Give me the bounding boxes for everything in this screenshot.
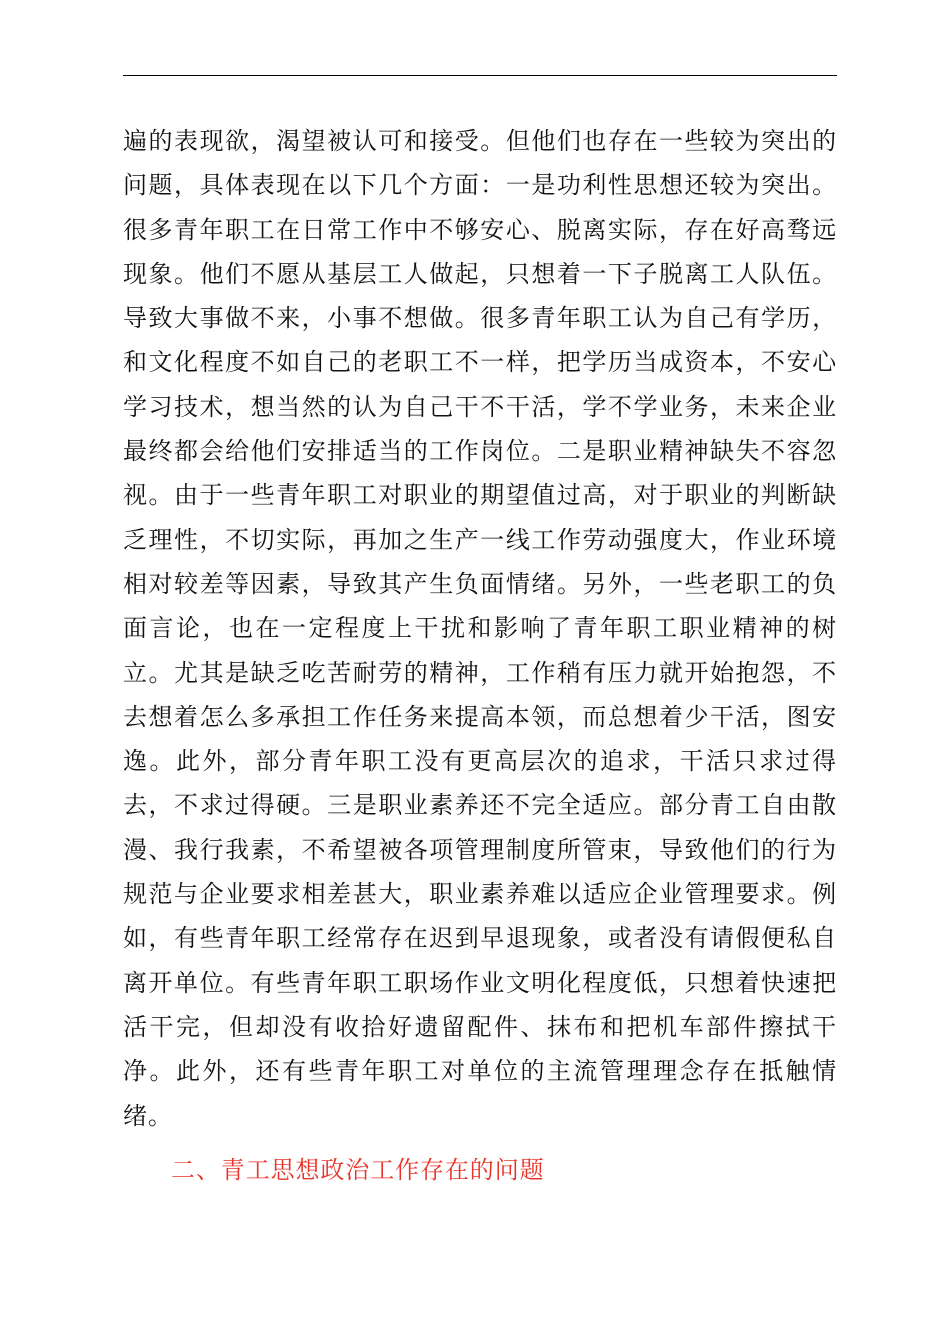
body-paragraph: 遍的表现欲，渴望被认可和接受。但他们也存在一些较为突出的问题，具体表现在以下几个方面：一是功利性思想还较为突出。很多青年职工在日常工作中不够安心、脱离实际，存在好高骛远现象。他们不愿从基层工人做起，只想着一下子脱离工人队伍。导致大事做不来，小事不想做。很多青年职工认为自己有学历，和文化程度不如自己的老职工不一样，把学历当成资本，不安心学习技术，想当然的认为自己干不干活，学不学业务，未来企业最终都会给他们安排适当的工作岗位。二是职业精神缺失不容忽视。由于一些青年职工对职业的期望值过高，对于职业的判断缺乏理性，不切实际，再加之生产一线工作劳动强度大，作业环境相对较差等因素，导致其产生负面情绪。另外，一些老职工的负面言论，也在一定程度上干扰和影响了青年职工职业精神的树立。尤其是缺乏吃苦耐劳的精神，工作稍有压力就开始抱怨，不去想着怎么多承担工作任务来提高本领，而总想着少干活，图安逸。此外，部分青年职工没有更高层次的追求，干活只求过得去，不求过得硬。三是职业素养还不完全适应。部分青工自由散漫、我行我素，不希望被各项管理制度所管束，导致他们的行为规范与企业要求相差甚大，职业素养难以适应企业管理要求。例如，有些青年职工经常存在迟到早退现象，或者没有请假便私自离开单位。有些青年职工职场作业文明化程度低，只想着快速把活干完，但却没有收拾好遗留配件、抹布和把机车部件擦拭干净。此外，还有些青年职工对单位的主流管理理念存在抵触情绪。 bbox=[123, 127, 837, 1130]
section-heading: 二、青工思想政治工作存在的问题 bbox=[171, 1156, 545, 1184]
header-rule bbox=[123, 75, 837, 76]
